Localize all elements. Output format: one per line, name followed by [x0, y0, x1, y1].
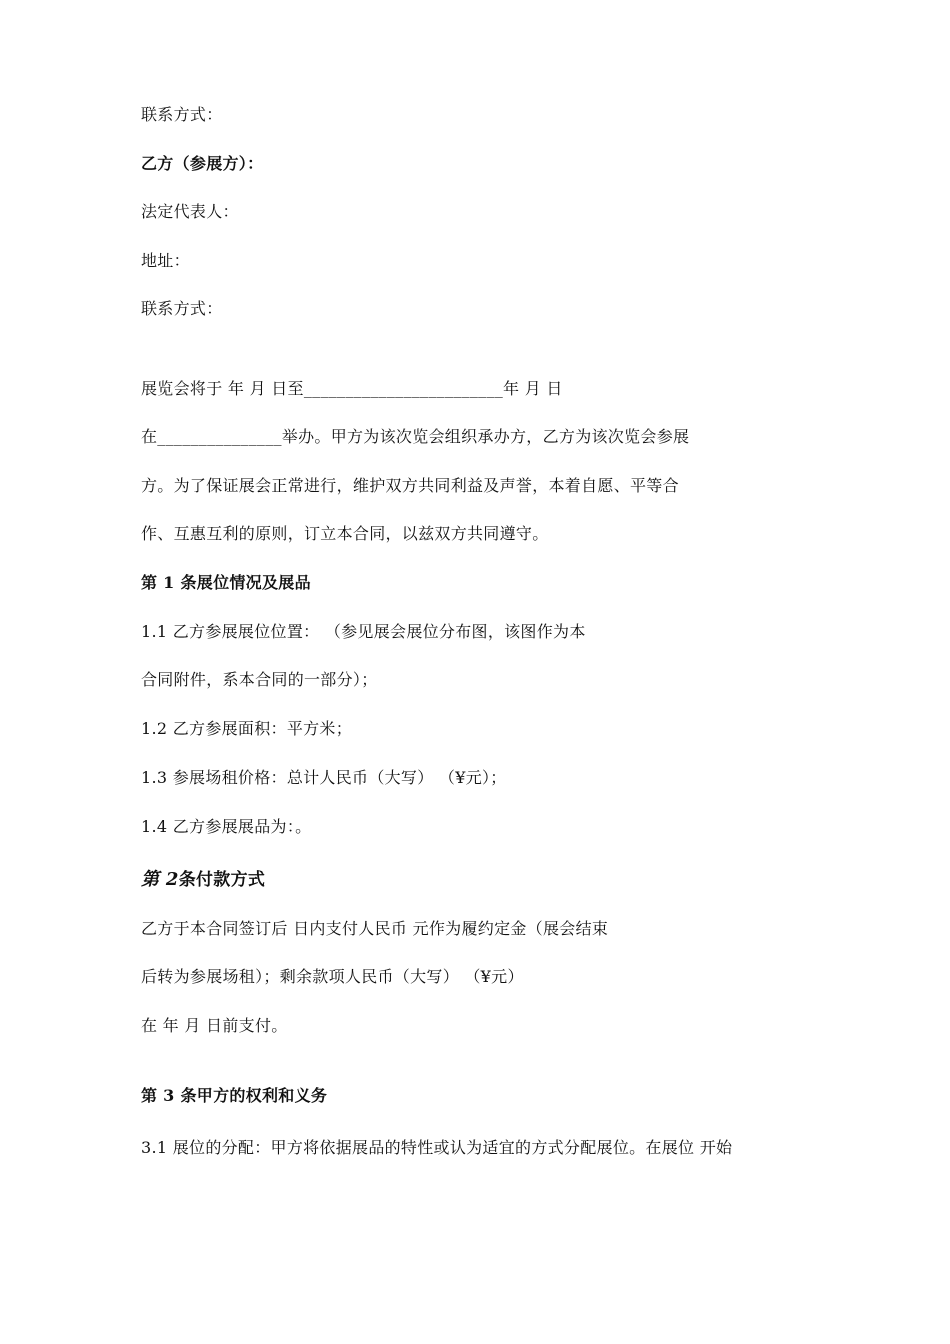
article-1-item: 1.3 参展场租价格：总计人民币（大写） （¥元）； — [141, 768, 507, 787]
party-b-representative: 法定代表人： — [141, 202, 239, 221]
article-1-item: 1.1 乙方参展展位位置： （参见展会展位分布图，该图作为本 — [141, 622, 586, 641]
article-3-line: 3.1 展位的分配：甲方将依据展品的特性或认为适宜的方式分配展位。在展位 开始 — [141, 1138, 733, 1157]
article-1-heading: 第 1 条展位情况及展品 — [141, 573, 311, 592]
article-1-item: 合同附件，系本合同的一部分）； — [141, 670, 378, 689]
intro-line: 方。为了保证展会正常进行，维护双方共同利益及声誉，本着自愿、平等合 — [141, 476, 679, 495]
article-3-heading: 第 3 条甲方的权利和义务 — [141, 1086, 328, 1105]
article-2-heading-number: 第 2 — [141, 869, 179, 890]
party-b-contact: 联系方式： — [141, 299, 223, 318]
article-2-heading — [141, 869, 265, 891]
article-2-heading-title: 条付款方式 — [178, 870, 266, 890]
party-a-contact: 联系方式： — [141, 105, 223, 124]
article-2-line: 在 年 月 日前支付。 — [141, 1016, 288, 1035]
intro-line: 作、互惠互利的原则，订立本合同，以兹双方共同遵守。 — [141, 524, 549, 543]
intro-line: 展览会将于 年 月 日至________________________年 月 日 — [141, 379, 563, 398]
intro-line: 在_______________举办。甲方为该次览会组织承办方，乙方为该次览会参展 — [141, 427, 690, 446]
article-1-item: 1.4 乙方参展展品为：。 — [141, 817, 312, 836]
party-b-heading: 乙方（参展方）： — [141, 154, 264, 173]
article-1-item: 1.2 乙方参展面积：平方米； — [141, 719, 353, 738]
article-2-line: 后转为参展场租）；剩余款项人民币（大写） （¥元） — [141, 967, 524, 986]
party-b-address: 地址： — [141, 251, 190, 270]
article-2-line: 乙方于本合同签订后 日内支付人民币 元作为履约定金（展会结束 — [141, 919, 609, 938]
